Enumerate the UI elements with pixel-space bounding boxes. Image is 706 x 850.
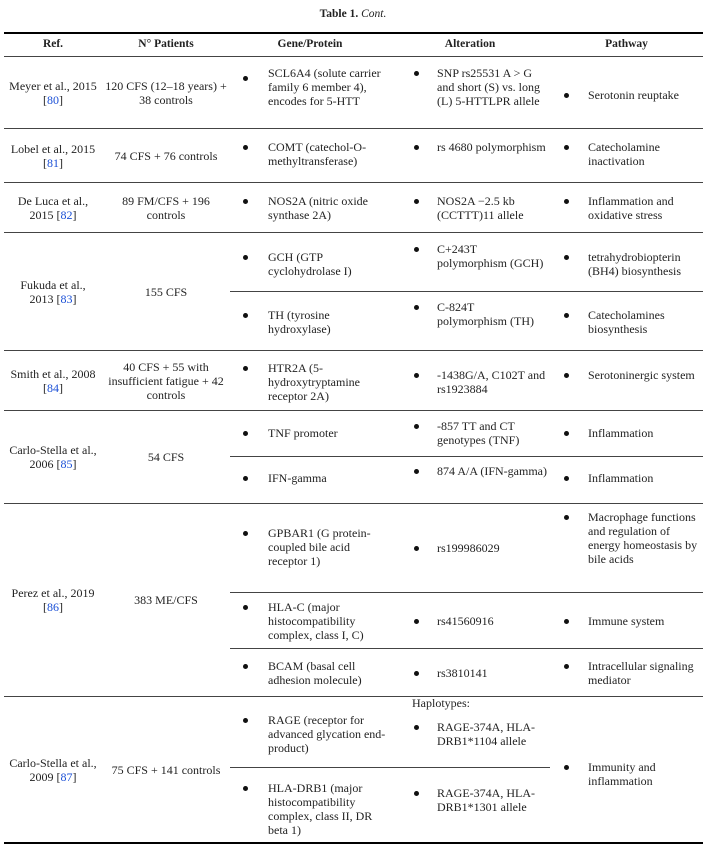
gene-text: COMT (catechol-O-methyltransferase) [268,140,367,168]
header-patients: N° Patients [138,38,194,50]
bullet-icon [243,786,248,791]
ref-cell: Smith et al., 2008 [84] [10,366,96,395]
citation-link[interactable]: 83 [60,291,73,306]
bullet-icon [564,619,569,624]
pathway-text: Inflammation [588,426,654,440]
citation-link[interactable]: 82 [60,207,73,222]
gene-text: TNF promoter [268,426,338,440]
bullet-icon [414,71,419,76]
subrow-rule [230,291,703,292]
bottom-rule [4,842,703,844]
ref-cell: Perez et al., 2019 [86] [11,586,95,614]
bullet-icon [243,255,248,260]
bullet-icon [243,664,248,669]
bullet-icon [564,93,569,98]
bullet-icon [564,431,569,436]
ref-cell: Carlo-Stella et al., 2009 [87] [9,755,97,784]
bullet-icon [243,431,248,436]
alteration-text: 874 A/A (IFN-gamma) [437,464,547,478]
subrow-rule [230,592,703,593]
subrow-rule [230,648,703,649]
bullet-icon [243,476,248,481]
patients-cell: 89 FM/CFS + 196 controls [122,193,210,222]
bullet-icon [564,515,569,520]
gene-text: HLA-C (major histocompatibility complex, class I, C) [268,600,364,642]
ref-cell: Carlo-Stella et al., 2006 [85] [9,443,97,471]
haplotypes-label: Haplotypes: [412,696,470,710]
header-gene: Gene/Protein [277,38,343,50]
bullet-icon [564,255,569,260]
gene-text: BCAM (basal cell adhesion molecule) [268,659,362,687]
bullet-icon [243,76,248,81]
alteration-text: RAGE-374A, HLA-DRB1*1301 allele [437,786,535,814]
bullet-icon [414,145,419,150]
pathway-text: Macrophage functions and regulation of energy homeostasis by bile acids [588,510,698,566]
subrow-rule [230,456,703,457]
bullet-icon [243,605,248,610]
ref-cell: Fukuda et al., 2013 [83] [20,277,86,306]
bullet-icon [243,366,248,371]
pathway-text: Inflammation and oxidative stress [588,194,674,222]
citation-link[interactable]: 87 [60,769,73,784]
alteration-text: -1438G/A, C102T and rs1923884 [437,368,546,396]
alteration-text: rs41560916 [437,614,494,628]
pathway-text: Serotonin reuptake [588,88,679,102]
table-caption [0,8,706,20]
bullet-icon [414,199,419,204]
patients-cell: 54 CFS [147,450,185,464]
alteration-text: -857 TT and CT genotypes (TNF) [437,419,520,447]
citation-link[interactable]: 84 [47,380,59,395]
bullet-icon [564,145,569,150]
gene-text: IFN-gamma [268,471,327,485]
bullet-icon [243,531,248,536]
bullet-icon [414,546,419,551]
alteration-text: rs3810141 [437,666,488,680]
gene-text: TH (tyrosine hydroxylase) [268,308,331,336]
gene-text: SCL6A4 (solute carrier family 6 member 4), encodes for 5-HTT [268,66,381,108]
pathway-text: Catecholamines biosynthesis [588,308,665,336]
bullet-icon [243,718,248,723]
bullet-icon [414,305,419,310]
patients-cell: 155 CFS [144,284,188,299]
citation-link[interactable]: 85 [60,457,73,471]
alteration-text: rs 4680 polymorphism [437,140,546,154]
bullet-icon [243,199,248,204]
subrow-rule [230,767,550,768]
pathway-text: Inflammation [588,471,654,485]
caption-text: Cont. [361,8,387,20]
alteration-text: C-824T polymorphism (TH) [437,300,534,328]
ref-cell: Lobel et al., 2015 [81] [10,141,96,170]
patients-cell: 120 CFS (12–18 years) + 38 controls [105,78,227,107]
gene-text: GCH (GTP cyclohydrolase I) [268,250,352,278]
header-alteration: Alteration [444,38,496,50]
ref-cell: Meyer et al., 2015 [80] [9,78,97,107]
bullet-icon [564,313,569,318]
gene-text: HTR2A (5-hydroxytryptamine receptor 2A) [268,361,360,403]
bullet-icon [564,664,569,669]
header-pathway: Pathway [605,38,648,50]
bullet-icon [243,145,248,150]
bullet-icon [414,791,419,796]
patients-cell: 74 CFS + 76 controls [114,148,218,163]
bullet-icon [564,373,569,378]
bullet-icon [414,619,419,624]
citation-link[interactable]: 86 [47,600,59,614]
gene-text: HLA-DRB1 (major histocompatibility complex, class II, DR beta 1) [268,781,373,837]
pathway-text: Immune system [588,614,665,628]
bullet-icon [414,247,419,252]
ref-cell: De Luca et al., 2015 [82] [17,193,89,222]
pathway-text: Intracellular signaling mediator [588,659,694,687]
alteration-text: C+243T polymorphism (GCH) [437,242,544,270]
alteration-text: NOS2A −2.5 kb (CCTTT)11 allele [437,194,524,222]
bullet-icon [564,199,569,204]
pathway-text: Immunity and inflammation [588,760,656,788]
pathway-text: tetrahydrobiopterin (BH4) biosynthesis [588,250,681,278]
pathway-text: Serotoninergic system [588,368,695,382]
bullet-icon [414,424,419,429]
alteration-text: RAGE-374A, HLA-DRB1*1104 allele [437,720,535,748]
alteration-text: rs199986029 [437,541,500,555]
header-ref: Ref. [42,38,64,50]
citation-link[interactable]: 80 [47,92,59,107]
bullet-icon [414,373,419,378]
bullet-icon [414,469,419,474]
caption-label: Table 1. [319,8,359,20]
gene-text: RAGE (receptor for advanced glycation end-product) [268,713,386,755]
alteration-text: SNP rs25531 A > G and short (S) vs. long (L) 5-HTTLPR allele [437,66,540,108]
gene-text: GPBAR1 (G protein-coupled bile acid receptor 1) [268,526,371,568]
gene-text: NOS2A (nitric oxide synthase 2A) [268,194,368,222]
patients-cell: 40 CFS + 55 with insufficient fatigue + 42 controls [108,359,224,402]
citation-link[interactable]: 81 [47,155,59,170]
bullet-icon [564,476,569,481]
bullet-icon [243,313,248,318]
patients-cell: 75 CFS + 141 controls [111,762,221,777]
bullet-icon [414,671,419,676]
patients-cell: 383 ME/CFS [134,593,198,607]
bullet-icon [414,725,419,730]
pathway-text: Catecholamine inactivation [588,140,660,168]
bullet-icon [564,765,569,770]
